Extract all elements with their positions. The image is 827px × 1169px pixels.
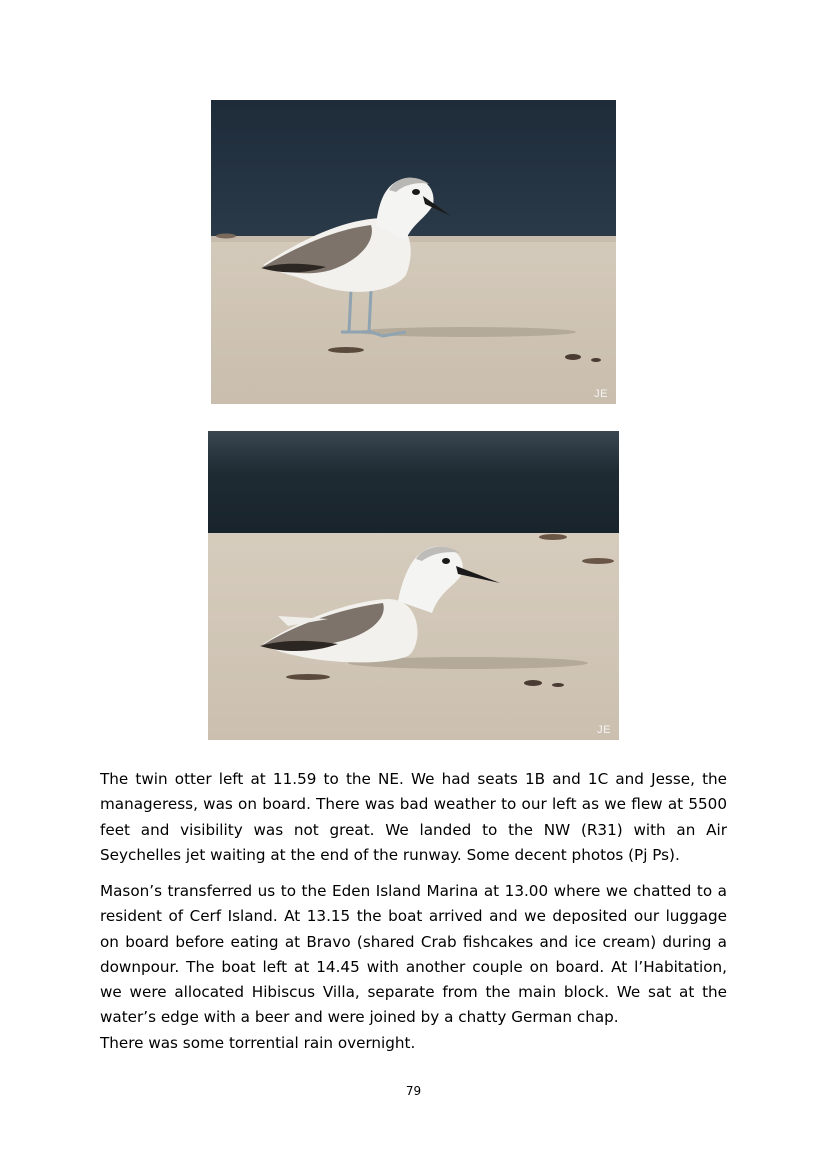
page-number: 79 [405,1084,422,1098]
bird-standing-illustration [211,100,616,404]
photo-credit: JE [597,724,611,736]
paragraph-flight [100,767,727,868]
bird-resting-illustration [208,431,619,740]
paragraph-text: The twin otter left at 11.59 to the NE. We had seats 1B and 1C and Jesse, the manageress, was on board. There was bad weather to our left as we flew at 5500 feet and visibility was not great. We landed to the NW (R31) with an Air Seychelles jet waiting at the end of the runway. Some decent photos (Pj Ps). [100,770,727,864]
bird-photo-resting [208,431,619,740]
bird-photo-standing [211,100,616,404]
paragraph-text: There was some torrential rain overnight. [100,1033,416,1052]
paragraph-transfer [100,879,727,1056]
paragraph-text: Mason’s transferred us to the Eden Island Marina at 13.00 where we chatted to a resident of Cerf Island. At 13.15 the boat arrived and we deposited our luggage on board before eating at Bravo (shared Crab fishcakes and ice cream) during a downpour. The boat left at 14.45 with another couple on board. At l’Habitation, we were allocated Hibiscus Villa, separate from the main block. We sat at the water’s edge with a beer and were joined by a chatty German chap. [100,882,727,1027]
photo-credit: JE [594,388,608,400]
